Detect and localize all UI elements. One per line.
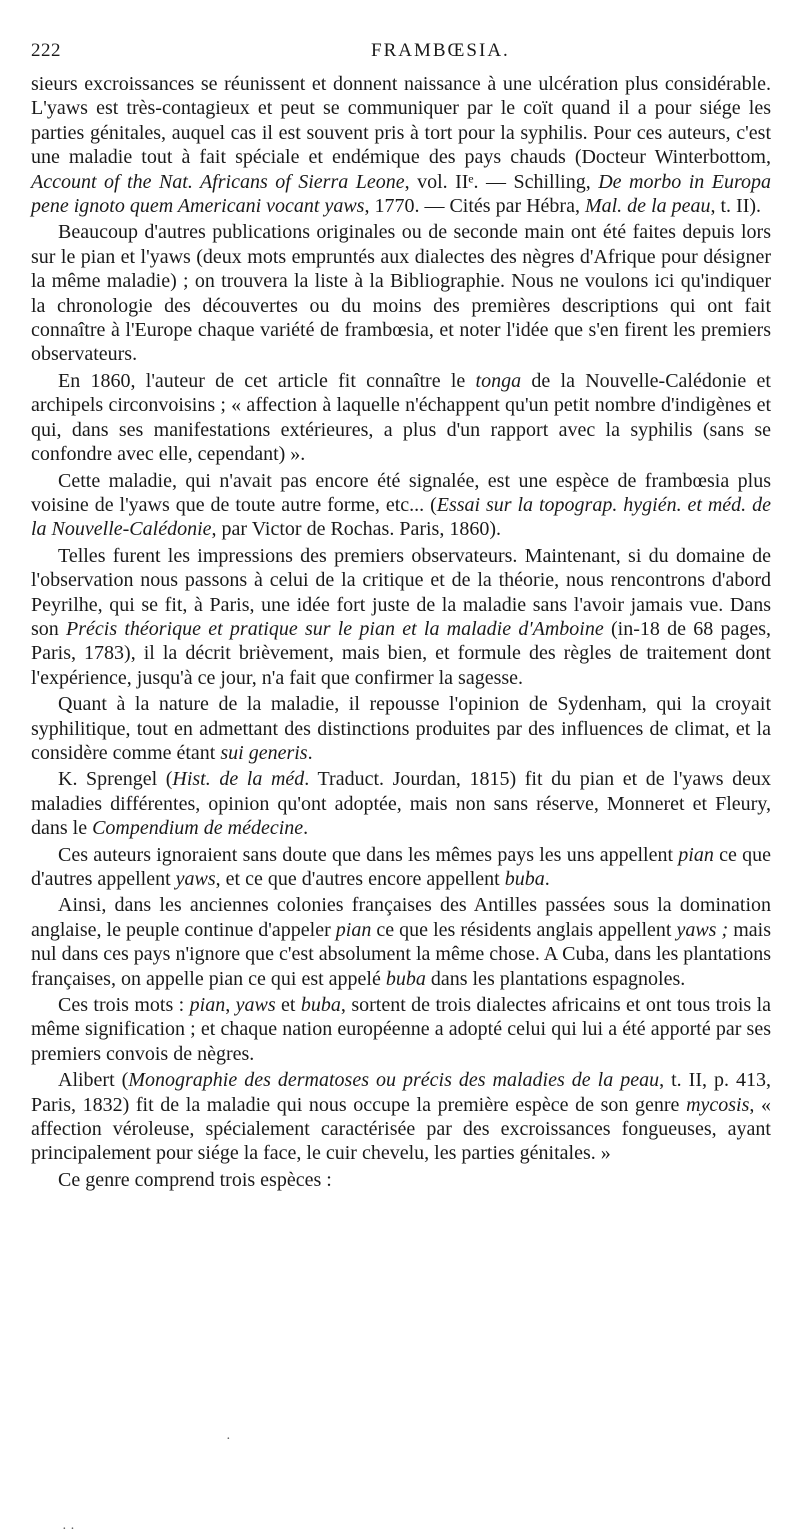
text-run: . (307, 741, 313, 764)
italic-citation: buba (504, 868, 545, 890)
italic-citation: Compendium de médecine (92, 817, 304, 840)
paragraph (31, 369, 771, 467)
text-run: , et ce que d'autres encore appellent (215, 868, 505, 890)
text-run: Quant à la nature de la maladie, il repousse l'opinion de Sydenham, qui la croyait syphilitique, tout en admettant des distinctions produites par des influences de climat, et la considère comme étant (31, 693, 771, 764)
italic-citation: Précis théorique et pratique sur le pian et la maladie d'Amboine (66, 617, 604, 640)
text-run: , « affection véroleuse, spécialement caractérisée par des excroissances fongueuses, ayant principalement pour siége la face, le cuir chevelu, les parties génitales. » (31, 1093, 772, 1165)
italic-citation: yaws (235, 994, 276, 1017)
italic-citation: Essai sur la topograp. hygién. et méd. de la Nouvelle-Calédonie (31, 493, 771, 541)
text-run: , sortent de trois dialectes africains et ont tous trois la même signification ; et chaque nation européenne a adopté celui qui lui a été apporté par ses premiers convois de nègres. (31, 994, 772, 1065)
text-run: , t. II, p. 413, Paris, 1832) fit de la maladie qui nous occupe la première espèce de son genre (31, 1069, 771, 1116)
page-number: 222 (31, 40, 61, 61)
text-run: . Traduct. Jourdan, 1815) fit du pian et de l'yaws deux maladies différentes, opinion qu'ont adoptée, mais non sans réserve, Monneret et Fleury, dans le (31, 768, 772, 840)
italic-citation: Monographie des dermatoses ou précis des maladies de la peau (128, 1069, 660, 1092)
text-run: Cette maladie, qui n'avait pas encore été signalée, est une espèce de frambœsia plus voisine de l'yaws que de toute autre forme, etc... ( (31, 469, 771, 516)
italic-citation: sui generis (220, 741, 308, 764)
italic-citation: buba (385, 967, 426, 990)
text-run: , t. II). (710, 195, 762, 218)
italic-citation: yaws (175, 868, 216, 890)
paragraph (31, 72, 771, 218)
italic-citation: De morbo in Europa pene ignoto quem Americani vocant yaws (31, 170, 771, 218)
text-run: , par Victor de Rochas. Paris, 1860). (211, 518, 501, 541)
text-run: Ce genre comprend trois espèces : (58, 1168, 332, 1191)
paragraph (31, 469, 771, 542)
text-run: . (544, 868, 550, 890)
paragraph (31, 1068, 771, 1166)
text-run: sieurs excroissances se réunissent et donnent naissance à une ulcération plus considérable. L'yaws est très-contagieux et peut se communiquer par le coït quand il a pour siége les parties génitales, auquel cas il est souvent pris à tort pour la syphilis. Pour ces auteurs, c'est une maladie tout à fait spéciale et endémique des pays chauds (Docteur Winterbottom, (31, 73, 771, 169)
paragraph (31, 767, 771, 840)
text-run: Alibert ( (58, 1069, 129, 1092)
italic-citation: yaws ; (676, 918, 729, 941)
text-run: , (225, 994, 236, 1017)
italic-citation: pian (189, 994, 226, 1017)
paragraph (31, 893, 771, 991)
text-run: Ces trois mots : (58, 994, 190, 1017)
italic-citation: tonga (475, 369, 522, 392)
text-run: (in-18 de 68 pages, Paris, 1783), il la décrit brièvement, mais bien, et formule des règles de traitement dont l'expérience, jusqu'à ce jour, n'a fait que confirmer la sagesse. (31, 617, 771, 689)
paragraph (31, 544, 771, 690)
italic-citation: Mal. de la peau (584, 195, 711, 218)
text-run: mais nul dans ces pays n'ignore que c'est absolument la même chose. A Cuba, dans les plantations françaises, on appelle pian ce qui est appelé (31, 918, 771, 990)
text-run: Beaucoup d'autres publications originales ou de seconde main ont été faites depuis lors sur le pian et l'yaws (deux mots empruntés aux dialectes des nègres d'Afrique pour désigner la même maladie) ; on trouvera la liste à la Bibliographie. Nous ne voulons ici qu'indiquer la chronologie des découvertes ou du moins des premières descriptions qui ont fait connaître à l'Europe chaque variété de frambœsia, et noter l'idée que s'en firent les premiers observateurs. (31, 221, 771, 366)
paragraph (31, 993, 771, 1066)
italic-citation: pian (335, 918, 372, 941)
paragraph (31, 692, 771, 765)
print-speck: · · (62, 1522, 75, 1537)
text-run: dans les plantations espagnoles. (425, 967, 686, 990)
text-run: , vol. IIᵉ. — Schilling, (404, 170, 599, 193)
text-run: Ainsi, dans les anciennes colonies françaises des Antilles passées sous la domination anglaise, le peuple continue d'appeler (31, 894, 771, 941)
text-run: K. Sprengel ( (58, 768, 173, 791)
italic-citation: Hist. de la méd (172, 768, 305, 791)
page-header (31, 40, 771, 66)
text-run: de la Nouvelle-Calédonie et archipels circonvoisins ; « affection à laquelle n'échappent qu'un petit nombre d'indigènes et qui, dans ses manifestations extérieures, a plus d'un rapport avec la syphilis (sans se confondre avec elle, cependant) ». (31, 369, 771, 466)
book-page (31, 40, 771, 1194)
italic-citation: pian (678, 843, 714, 866)
italic-citation: buba (300, 994, 341, 1017)
text-run: Ces auteurs ignoraient sans doute que dans les mêmes pays les uns appellent (58, 843, 679, 866)
print-speck: · (226, 1432, 231, 1447)
running-head: FRAMBŒSIA. (371, 40, 510, 61)
paragraph (31, 843, 771, 892)
text-run: . (303, 817, 309, 840)
body-text (31, 72, 771, 1192)
text-run: et (275, 994, 301, 1017)
italic-citation: mycosis (686, 1093, 750, 1116)
text-run: , 1770. — Cités par Hébra, (364, 195, 585, 218)
text-run: ce que les résidents anglais appellent (371, 918, 677, 941)
text-run: ce que d'autres appellent (31, 843, 771, 890)
italic-citation: Account of the Nat. Africans of Sierra Leone (31, 170, 405, 193)
text-run: En 1860, l'auteur de cet article fit connaître le (58, 369, 476, 392)
paragraph (31, 1168, 771, 1192)
paragraph (31, 220, 771, 366)
text-run: Telles furent les impressions des premiers observateurs. Maintenant, si du domaine de l'observation nous passons à celui de la critique et de la théorie, nous rencontrons d'abord Peyrilhe, qui se fit, à Paris, une idée fort juste de la maladie sans l'avoir jamais vue. Dans son (31, 544, 771, 640)
